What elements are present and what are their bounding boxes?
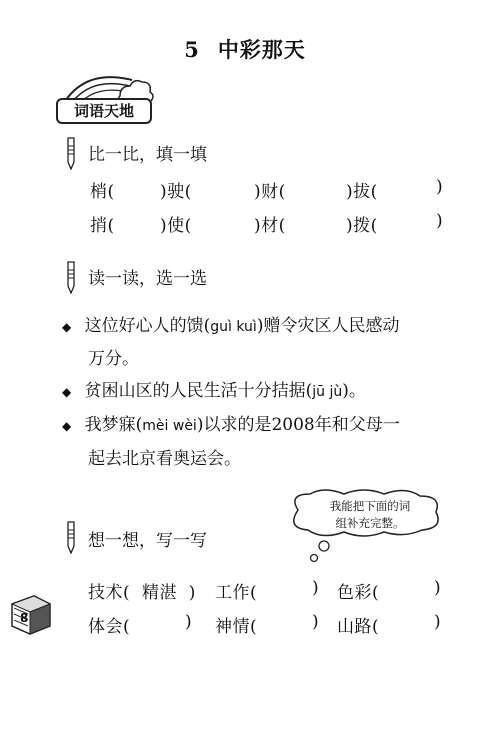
question-item: [62, 378, 462, 405]
closing-paren: ): [312, 612, 320, 632]
pinyin-choices[interactable]: guì kuì: [210, 319, 257, 335]
question-text: )以求的是2008年和父母一: [196, 415, 400, 435]
question-item: [62, 313, 462, 340]
word-blank[interactable]: 体会(: [88, 617, 131, 637]
word-blank[interactable]: 捎(: [90, 216, 115, 236]
question-text: 贫困山区的人民生活十分拮据(: [84, 381, 313, 401]
word-blank[interactable]: 梢(: [90, 182, 115, 202]
bullet-icon: ◆: [62, 385, 72, 399]
question-item: [62, 412, 462, 439]
word-blank[interactable]: 工作(: [215, 583, 258, 603]
word-blank[interactable]: )驶(: [160, 182, 192, 202]
question-text: )。: [342, 381, 366, 401]
page-number: 8: [20, 611, 29, 625]
exercise3-row1: [88, 578, 458, 602]
pinyin-choices[interactable]: mèi wèi: [142, 418, 197, 434]
closing-paren: ): [312, 578, 320, 598]
pen-icon: [62, 520, 80, 554]
exercise2-heading: 读一读，选一选: [88, 269, 207, 289]
pen-icon: [62, 260, 80, 294]
bubble-line: 我能把下面的词: [329, 499, 411, 513]
closing-paren: ): [185, 612, 193, 632]
question-continuation: 起去北京看奥运会。: [88, 449, 241, 469]
question-text: 这位好心人的馈(: [84, 316, 211, 336]
word-blank[interactable]: )材(: [254, 216, 286, 236]
pinyin-choices[interactable]: jū jù: [312, 384, 343, 400]
lesson-number: 5: [184, 37, 200, 62]
exercise3-row2: [88, 612, 458, 636]
page-title: [0, 34, 490, 64]
exercise1-row2: [90, 211, 450, 235]
pen-icon: [62, 136, 80, 170]
question-text: )赠令灾区人民感动: [256, 316, 400, 336]
word-blank[interactable]: 色彩(: [337, 583, 380, 603]
word-blank[interactable]: )拨(: [346, 216, 378, 236]
bubble-text: [300, 498, 440, 532]
word-blank[interactable]: 神情(: [215, 617, 258, 637]
closing-paren: ): [434, 612, 442, 632]
question-continuation: 万分。: [88, 349, 139, 369]
closing-paren: ): [434, 578, 442, 598]
bubble-line: 组补充完整。: [335, 516, 405, 530]
exercise3-heading: 想一想，写一写: [88, 531, 207, 551]
section-label: 词语天地: [56, 98, 152, 124]
exercise1-heading: 比一比，填一填: [88, 145, 207, 165]
word-blank[interactable]: )使(: [160, 216, 192, 236]
word-blank[interactable]: 山路(: [337, 617, 380, 637]
closing-paren: ): [436, 211, 444, 231]
word-example: 技术( 精湛 ): [88, 583, 196, 603]
word-blank[interactable]: )财(: [254, 182, 286, 202]
bullet-icon: ◆: [62, 419, 72, 433]
bullet-icon: ◆: [62, 320, 72, 334]
exercise1-row1: [90, 177, 450, 201]
word-blank[interactable]: )拔(: [346, 182, 378, 202]
question-text: 我梦寐(: [84, 415, 143, 435]
closing-paren: ): [436, 177, 444, 197]
page-number-dice-icon: [8, 590, 54, 636]
lesson-title: 中彩那天: [217, 38, 306, 62]
